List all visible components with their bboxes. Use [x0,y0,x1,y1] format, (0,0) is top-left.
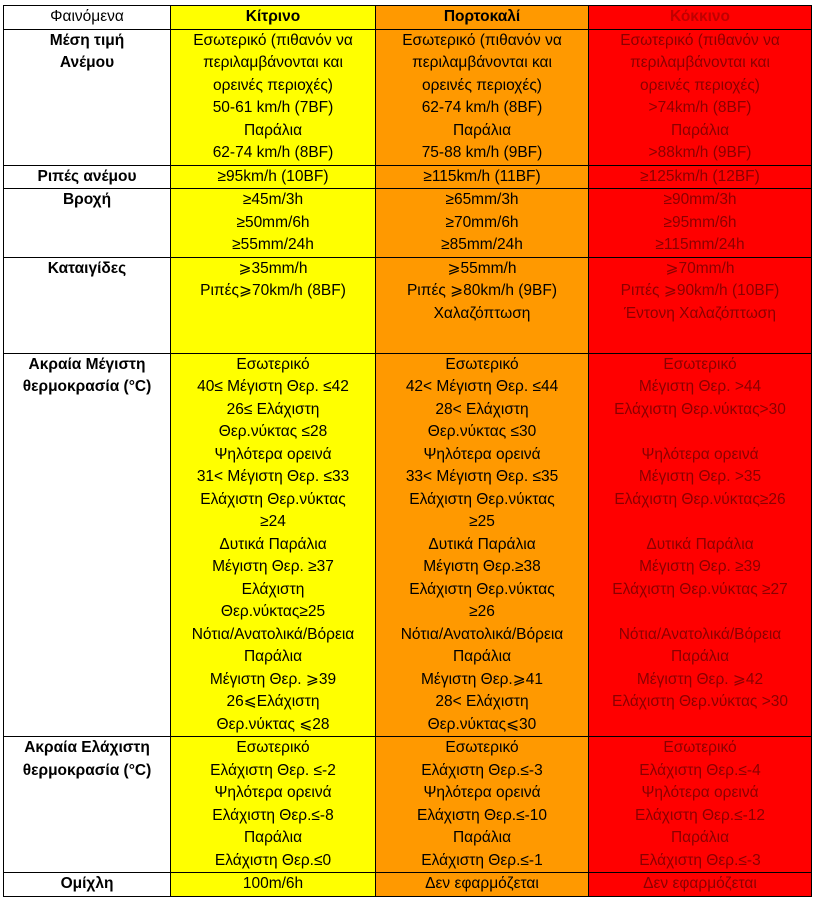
threshold-line: Νότια/Ανατολικά/Βόρεια [400,625,564,643]
threshold-line: ορεινές περιοχές) [640,76,760,94]
threshold-line: Παράλια [243,829,303,846]
row-label-line: Καταιγίδες [47,259,127,277]
threshold-line: Μέγιστη Θερ. ⩾39 [209,670,337,688]
threshold-line: Ψηλότερα ορεινά [214,445,332,463]
row-label-line: Ριπές ανέμου [37,167,137,185]
threshold-line: Δυτικά Παράλια [219,535,327,553]
row-label-line: Ομίχλη [60,875,114,892]
row-storms [4,257,812,353]
red-cell [589,873,812,897]
threshold-line: Θερ.νύκτας ⩽28 [216,715,330,733]
threshold-line: Ριπές ⩾90km/h (10BF) [620,282,780,299]
red-cell [589,353,812,737]
threshold-line: Μέγιστη Θερ.⩾41 [421,670,543,688]
orange-cell [376,737,589,873]
threshold-line: Ψηλότερα ορεινά [423,784,541,801]
red-cell [589,737,812,873]
threshold-line: Ελάχιστη Θερ.νύκτας ≥27 [612,580,788,598]
threshold-line: Εσωτερικό [445,739,519,756]
row-label [4,873,171,897]
threshold-line: ≥115mm/24h [655,236,745,253]
threshold-line [591,511,809,534]
threshold-line: ≥90mm/3h [663,191,737,208]
threshold-line: Μέγιστη Θερ. >35 [638,468,762,485]
orange-cell [376,165,589,189]
threshold-line: Χαλαζόπτωση [433,304,531,322]
threshold-line: 26≤ Ελάχιστη [226,400,320,418]
threshold-line: Μέγιστη Θερ. >44 [638,378,762,395]
threshold-line: Θερ.νύκτας ≤30 [427,423,537,440]
threshold-line: 62-74 km/h (8BF) [421,99,543,116]
threshold-line: Ελάχιστη [241,580,305,598]
threshold-line: Ελάχιστη Θερ.≤-4 [639,761,761,779]
threshold-line: Ψηλότερα ορεινά [641,445,759,463]
threshold-line: Ελάχιστη Θερ.νύκτας [409,580,555,598]
threshold-line: Δεν εφαρμόζεται [425,875,539,892]
threshold-line: Ελάχιστη Θερ.νύκτας [409,490,555,508]
table-header-row [4,6,812,30]
threshold-line: Εσωτερικό [663,355,737,373]
threshold-line: 100m/6h [242,875,304,892]
threshold-line: Παράλια [452,648,512,665]
header-phenomena: Φαινόμενα [4,6,171,30]
orange-cell [376,257,589,353]
threshold-line: Ελάχιστη Θερ.νύκτας [200,490,346,508]
row-label [4,165,171,189]
threshold-line: 26⩽Ελάχιστη [226,693,320,710]
row-label-line: θερμοκρασία (°C) [22,378,152,395]
row-label-line: Βροχή [62,191,112,208]
threshold-line: Μέγιστη Θερ. ≥37 [212,558,334,575]
threshold-line: ≥55mm/24h [232,236,314,253]
threshold-line: ≥25 [469,513,495,530]
threshold-line: Νότια/Ανατολικά/Βόρεια [618,625,782,643]
row-label-line: Ανέμου [59,54,115,71]
threshold-line: >88km/h (9BF) [648,144,752,161]
orange-cell [376,873,589,897]
threshold-line: Εσωτερικό [236,739,310,756]
threshold-line: Παράλια [243,121,303,139]
threshold-line: Παράλια [243,648,303,665]
threshold-line: ≥26 [469,603,495,620]
threshold-line: 62-74 km/h (8BF) [212,144,334,161]
threshold-line: 40≤ Μέγιστη Θερ. ≤42 [197,378,349,395]
threshold-line: ≥65mm/3h [445,191,519,208]
threshold-line: περιλαμβάνονται και [203,54,343,71]
threshold-line: Εσωτερικό (πιθανόν να [620,31,780,49]
threshold-line: Δεν εφαρμόζεται [643,875,757,892]
header-yellow: Κίτρινο [171,6,376,30]
row-label [4,29,171,165]
threshold-line: Παράλια [670,121,730,139]
threshold-line: ≥45m/3h [242,191,304,208]
header-red: Κόκκινο [589,6,812,30]
threshold-line: 50-61 km/h (7BF) [212,99,334,116]
threshold-line: ≥125km/h (12BF) [640,167,760,185]
red-cell [589,29,812,165]
threshold-line: Ψηλότερα ορεινά [641,784,759,801]
row-extreme-max-temp [4,353,812,737]
red-cell [589,165,812,189]
threshold-line: Εσωτερικό [236,355,310,373]
threshold-line: Ελάχιστη Θερ.≤-12 [634,806,765,824]
threshold-line: Εσωτερικό (πιθανόν να [193,31,353,49]
threshold-line: ⩾70mm/h [665,259,735,277]
threshold-line: Ελάχιστη Θερ. ≤-2 [210,761,336,779]
row-label [4,189,171,258]
threshold-line: ορεινές περιοχές) [213,76,333,94]
row-label-line: Μέση τιμή [49,31,125,49]
threshold-line: ≥50mm/6h [236,213,310,231]
threshold-line: 42< Μέγιστη Θερ. ≤44 [405,378,559,395]
row-extreme-min-temp [4,737,812,873]
orange-cell [376,353,589,737]
threshold-line: Μέγιστη Θερ.≥38 [423,558,541,575]
threshold-line: ≥95mm/6h [663,213,737,231]
threshold-line: Ελάχιστη Θερ.≤-10 [416,806,547,824]
threshold-line: περιλαμβάνονται και [630,54,770,71]
threshold-line: Εσωτερικό (πιθανόν να [402,31,562,49]
threshold-line: 28< Ελάχιστη [435,400,529,418]
row-wind-gusts [4,165,812,189]
threshold-line: Νότια/Ανατολικά/Βόρεια [191,625,355,643]
threshold-line: ≥70mm/6h [445,213,519,231]
threshold-line: Ελάχιστη Θερ.νύκτας>30 [614,400,786,418]
threshold-line: Ελάχιστη Θερ.≤-3 [639,851,761,869]
yellow-cell [171,873,376,897]
red-cell [589,257,812,353]
threshold-line: Ψηλότερα ορεινά [423,445,541,463]
threshold-line: Παράλια [670,829,730,846]
threshold-line: 28< Ελάχιστη [435,693,529,710]
threshold-line: 31< Μέγιστη Θερ. ≤33 [196,468,350,485]
threshold-line [591,421,809,444]
threshold-line: ⩾55mm/h [447,259,517,277]
threshold-line: Ψηλότερα ορεινά [214,784,332,801]
row-label-line: Ακραία Μέγιστη [28,355,146,373]
threshold-line: Εσωτερικό [445,355,519,373]
threshold-line: Παράλια [670,648,730,665]
threshold-line: ορεινές περιοχές) [422,76,542,94]
yellow-cell [171,189,376,258]
threshold-line: Ελάχιστη Θερ.≤-3 [421,761,543,779]
row-label-line: θερμοκρασία (°C) [22,761,152,779]
orange-cell [376,189,589,258]
warning-thresholds-table [3,5,812,897]
threshold-line: περιλαμβάνονται και [412,54,552,71]
threshold-line: Ελάχιστη Θερ.≤0 [214,851,332,869]
row-mean-wind [4,29,812,165]
threshold-line: >74km/h (8BF) [648,99,752,116]
row-label-line: Ακραία Ελάχιστη [24,739,150,756]
threshold-line: Θερ.νύκτας ≤28 [218,423,328,440]
threshold-line: 33< Μέγιστη Θερ. ≤35 [405,468,559,485]
row-label [4,353,171,737]
threshold-line: Εσωτερικό [663,739,737,756]
threshold-line: Παράλια [452,829,512,846]
threshold-line: Μέγιστη Θερ. ⩾42 [636,670,764,688]
yellow-cell [171,29,376,165]
header-orange: Πορτοκαλί [376,6,589,30]
row-label [4,737,171,873]
threshold-line: ≥85mm/24h [441,236,523,253]
row-rain [4,189,812,258]
threshold-line: Ελάχιστη Θερ.≤-1 [421,851,543,869]
threshold-line: 75-88 km/h (9BF) [421,144,543,161]
threshold-line: Έντονη Χαλαζόπτωση [624,304,776,322]
yellow-cell [171,353,376,737]
yellow-cell [171,165,376,189]
threshold-line: Μέγιστη Θερ. ≥39 [639,558,761,575]
red-cell [589,189,812,258]
threshold-line: Δυτικά Παράλια [646,535,754,553]
threshold-line: Θερ.νύκτας⩽30 [427,715,537,733]
threshold-line: Ελάχιστη Θερ.νύκτας≥26 [614,490,786,508]
threshold-line [591,601,809,624]
threshold-line: Δυτικά Παράλια [428,535,536,553]
threshold-line: ⩾35mm/h [238,259,308,277]
threshold-line: Ελάχιστη Θερ.νύκτας >30 [611,693,788,710]
threshold-line: Ριπές ⩾80km/h (9BF) [406,282,558,299]
threshold-line: Ελάχιστη Θερ.≤-8 [212,806,334,824]
threshold-line: Παράλια [452,121,512,139]
threshold-line: Θερ.νύκτας≥25 [220,603,326,620]
threshold-line: ≥115km/h (11BF) [423,167,541,185]
row-label [4,257,171,353]
threshold-line: ≥24 [260,513,286,530]
yellow-cell [171,257,376,353]
threshold-line: ≥95km/h (10BF) [217,167,329,185]
yellow-cell [171,737,376,873]
orange-cell [376,29,589,165]
threshold-line: Ριπές⩾70km/h (8BF) [200,282,346,299]
row-fog [4,873,812,897]
